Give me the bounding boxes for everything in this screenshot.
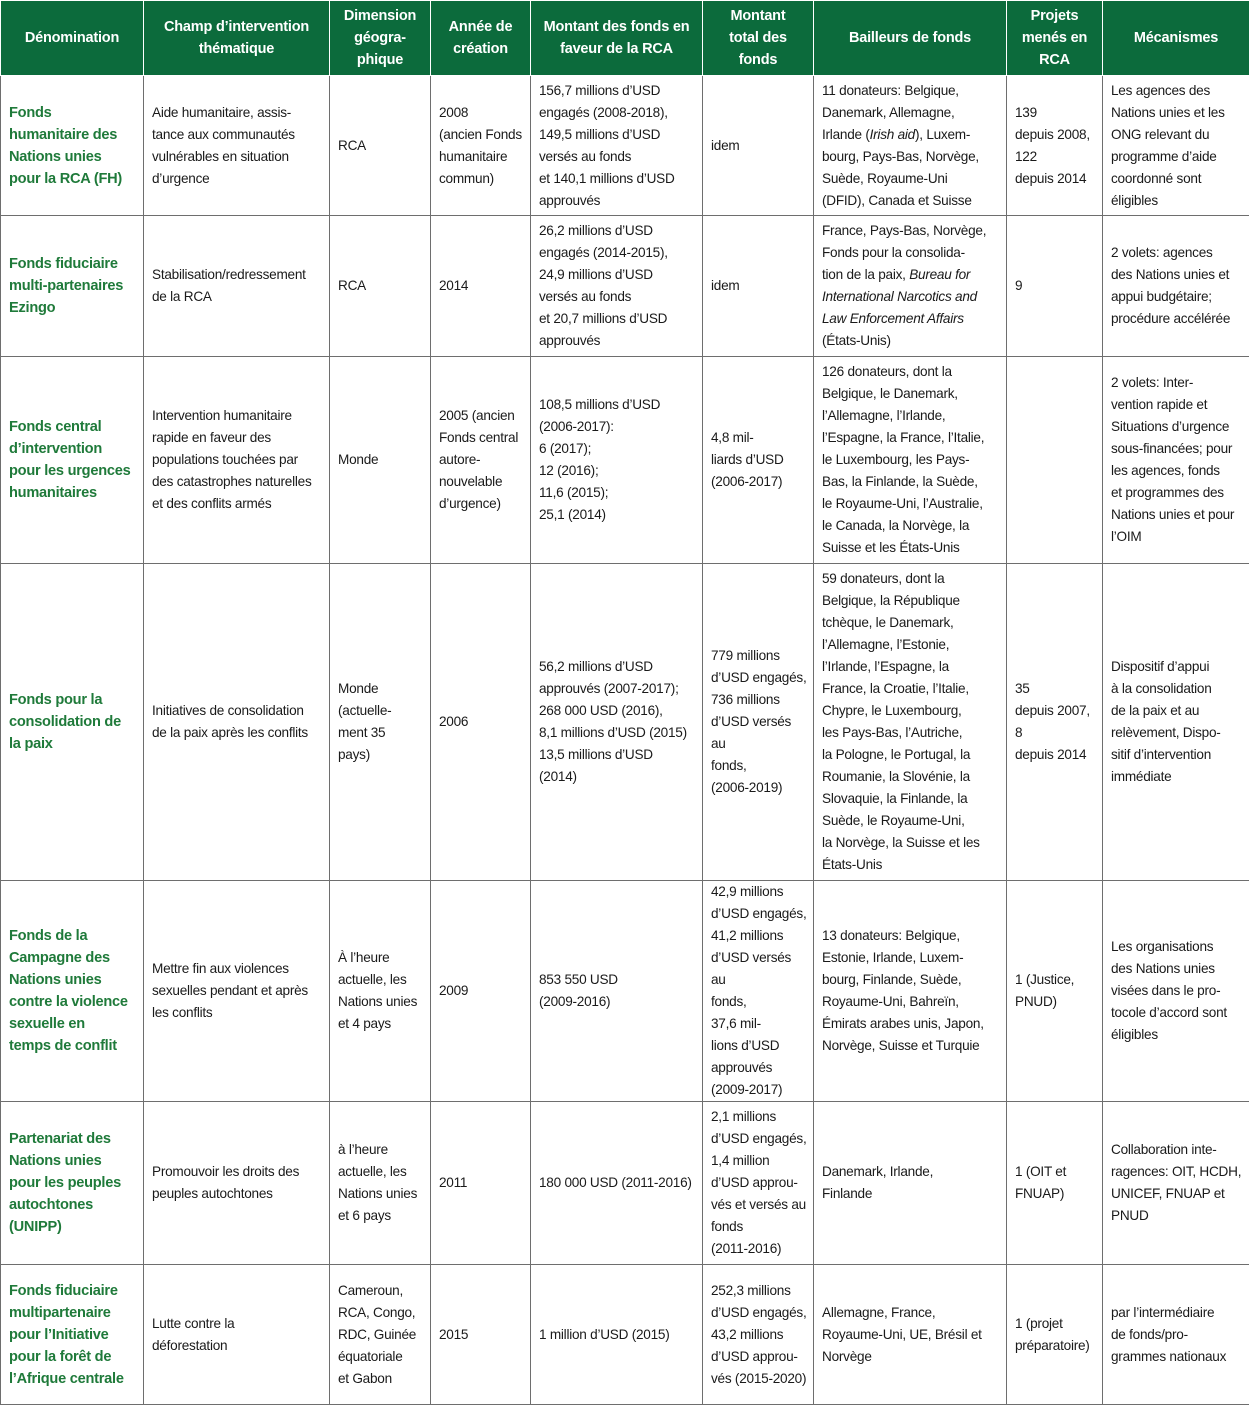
header-annee: Année de création	[431, 1, 531, 76]
cell-champ: Intervention humanitaire rapide en faveur des populations touchées par des catastrophes naturelles et des conflits armés	[144, 357, 330, 564]
table-row	[1, 216, 1249, 357]
table-header-row	[1, 1, 1249, 76]
table-row	[1, 1102, 1249, 1265]
cell-champ: Lutte contre la déforestation	[144, 1265, 330, 1405]
bailleurs-italic-text: Bureau for International Narcotics and Law Enforcement Affairs	[822, 267, 977, 326]
cell-bailleurs	[814, 1265, 1007, 1405]
cell-projets	[1007, 357, 1103, 564]
cell-dimension: À l’heure actuelle, les Nations unies et 4 pays	[330, 881, 431, 1102]
table-row	[1, 1265, 1249, 1405]
cell-dimension: RCA	[330, 76, 431, 216]
cell-denomination: Fonds pour la consolidation de la paix	[1, 564, 144, 881]
cell-projets: 1 (projet préparatoire)	[1007, 1265, 1103, 1405]
cell-annee: 2008 (ancien Fonds humanitaire commun)	[431, 76, 531, 216]
bailleurs-text: Danemark, Irlande, Finlande	[822, 1164, 933, 1201]
cell-projets: 35 depuis 2007, 8 depuis 2014	[1007, 564, 1103, 881]
table-row	[1, 357, 1249, 564]
bailleurs-text: 11 donateurs: Belgique, Danemark, Allemagne, Irlande (	[822, 83, 959, 142]
cell-annee: 2011	[431, 1102, 531, 1265]
cell-montant-total: idem	[703, 76, 814, 216]
bailleurs-rest-text: (États-Unis)	[822, 333, 891, 348]
header-bailleurs: Bailleurs de fonds	[814, 1, 1007, 76]
cell-montant-rca: 26,2 millions d’USD engagés (2014-2015), 24,9 millions d’USD versés au fonds et 20,7 millions d’USD approuvés	[531, 216, 703, 357]
cell-mecanismes: 2 volets: Inter- vention rapide et Situations d’urgence sous-financées; pour les agences, fonds et programmes des Nations unies et pour l’OIM	[1103, 357, 1249, 564]
cell-projets: 9	[1007, 216, 1103, 357]
cell-projets: 139 depuis 2008, 122 depuis 2014	[1007, 76, 1103, 216]
cell-montant-rca: 56,2 millions d’USD approuvés (2007-2017); 268 000 USD (2016), 8,1 millions d’USD (2015) 13,5 millions d’USD (2014)	[531, 564, 703, 881]
cell-champ: Stabilisation/redressement de la RCA	[144, 216, 330, 357]
cell-montant-total: 779 millions d’USD engagés, 736 millions d’USD versés au fonds, (2006-2019)	[703, 564, 814, 881]
cell-dimension: RCA	[330, 216, 431, 357]
cell-champ: Promouvoir les droits des peuples autochtones	[144, 1102, 330, 1265]
cell-annee: 2014	[431, 216, 531, 357]
header-denomination: Dénomination	[1, 1, 144, 76]
bailleurs-rest-text: ), Luxem- bourg, Pays-Bas, Norvège, Suède, Royaume-Uni (DFID), Canada et Suisse	[822, 127, 979, 208]
cell-montant-rca: 180 000 USD (2011-2016)	[531, 1102, 703, 1265]
cell-annee: 2015	[431, 1265, 531, 1405]
header-montant-total: Montant total des fonds	[703, 1, 814, 76]
cell-dimension: à l’heure actuelle, les Nations unies et 6 pays	[330, 1102, 431, 1265]
cell-annee: 2005 (ancien Fonds central autore- nouvelable d’urgence)	[431, 357, 531, 564]
cell-mecanismes: Collaboration inte- ragences: OIT, HCDH, UNICEF, FNUAP et PNUD	[1103, 1102, 1249, 1265]
cell-montant-rca: 156,7 millions d’USD engagés (2008-2018), 149,5 millions d’USD versés au fonds et 140,1 millions d’USD approuvés	[531, 76, 703, 216]
header-mecanismes: Mécanismes	[1103, 1, 1249, 76]
cell-montant-rca: 853 550 USD (2009-2016)	[531, 881, 703, 1102]
cell-bailleurs	[814, 357, 1007, 564]
header-champ: Champ d’intervention thématique	[144, 1, 330, 76]
table-row	[1, 881, 1249, 1102]
header-dimension: Dimension géogra- phique	[330, 1, 431, 76]
cell-mecanismes: par l’intermédiaire de fonds/pro- grammes nationaux	[1103, 1265, 1249, 1405]
cell-mecanismes: Les agences des Nations unies et les ONG relevant du programme d’aide coordonné sont éligibles	[1103, 76, 1249, 216]
cell-dimension: Monde (actuelle- ment 35 pays)	[330, 564, 431, 881]
bailleurs-italic-text: Irish aid	[870, 127, 915, 142]
cell-dimension: Cameroun, RCA, Congo, RDC, Guinée équatoriale et Gabon	[330, 1265, 431, 1405]
cell-montant-total: 2,1 millions d’USD engagés, 1,4 million d’USD approu- vés et versés au fonds (2011-2016)	[703, 1102, 814, 1265]
cell-projets: 1 (OIT et FNUAP)	[1007, 1102, 1103, 1265]
cell-bailleurs	[814, 1102, 1007, 1265]
cell-denomination: Fonds fiduciaire multi-partenaires Ezingo	[1, 216, 144, 357]
cell-bailleurs	[814, 881, 1007, 1102]
bailleurs-text: France, Pays-Bas, Norvège, Fonds pour la consolida- tion de la paix,	[822, 223, 986, 282]
cell-denomination: Fonds central d’intervention pour les urgences humanitaires	[1, 357, 144, 564]
cell-dimension: Monde	[330, 357, 431, 564]
cell-denomination: Fonds fiduciaire multipartenaire pour l’Initiative pour la forêt de l’Afrique centrale	[1, 1265, 144, 1405]
bailleurs-text: Allemagne, France, Royaume-Uni, UE, Brésil et Norvège	[822, 1305, 982, 1364]
cell-montant-rca: 1 million d’USD (2015)	[531, 1265, 703, 1405]
cell-denomination: Partenariat des Nations unies pour les peuples autochtones (UNIPP)	[1, 1102, 144, 1265]
cell-bailleurs	[814, 216, 1007, 357]
cell-mecanismes: Les organisations des Nations unies visées dans le pro- tocole d’accord sont éligibles	[1103, 881, 1249, 1102]
cell-denomination: Fonds humanitaire des Nations unies pour la RCA (FH)	[1, 76, 144, 216]
cell-bailleurs	[814, 564, 1007, 881]
cell-projets: 1 (Justice, PNUD)	[1007, 881, 1103, 1102]
bailleurs-text: 126 donateurs, dont la Belgique, le Danemark, l’Allemagne, l’Irlande, l’Espagne, la France, l’Italie, le Luxembourg, les Pays- Bas, la Finlande, la Suède, le Royaume-Uni, l’Australie, le Canada, la Norvège, la Suisse et les États-Unis	[822, 364, 984, 555]
table-row	[1, 564, 1249, 881]
table-row	[1, 76, 1249, 216]
cell-montant-total: 252,3 millions d’USD engagés, 43,2 millions d’USD approu- vés (2015-2020)	[703, 1265, 814, 1405]
cell-montant-total: 42,9 millions d’USD engagés, 41,2 millions d’USD versés au fonds, 37,6 mil- lions d’USD approuvés (2009-2017)	[703, 881, 814, 1102]
cell-montant-total: idem	[703, 216, 814, 357]
cell-montant-total: 4,8 mil- liards d’USD (2006-2017)	[703, 357, 814, 564]
cell-mecanismes: 2 volets: agences des Nations unies et appui budgétaire; procédure accélérée	[1103, 216, 1249, 357]
cell-bailleurs	[814, 76, 1007, 216]
cell-mecanismes: Dispositif d’appui à la consolidation de la paix et au relèvement, Dispo- sitif d’intervention immédiate	[1103, 564, 1249, 881]
bailleurs-text: 13 donateurs: Belgique, Estonie, Irlande, Luxem- bourg, Finlande, Suède, Royaume-Uni, Bahreïn, Émirats arabes unis, Japon, Norvège, Suisse et Turquie	[822, 928, 984, 1053]
header-projets: Projets menés en RCA	[1007, 1, 1103, 76]
cell-montant-rca: 108,5 millions d’USD (2006-2017): 6 (2017); 12 (2016); 11,6 (2015); 25,1 (2014)	[531, 357, 703, 564]
cell-champ: Aide humanitaire, assis- tance aux communautés vulnérables en situation d’urgence	[144, 76, 330, 216]
bailleurs-text: 59 donateurs, dont la Belgique, la République tchèque, le Danemark, l’Allemagne, l’Estonie, l’Irlande, l’Espagne, la France, la Croatie, l’Italie, Chypre, le Luxembourg, les Pays-Bas, l’Autriche, la Pologne, le Portugal, la Roumanie, la Slovénie, la Slovaquie, la Finlande, la Suède, le Royaume-Uni, la Norvège, la Suisse et les États-Unis	[822, 571, 980, 872]
cell-champ: Initiatives de consolidation de la paix après les conflits	[144, 564, 330, 881]
cell-annee: 2009	[431, 881, 531, 1102]
cell-denomination: Fonds de la Campagne des Nations unies contre la violence sexuelle en temps de conflit	[1, 881, 144, 1102]
cell-champ: Mettre fin aux violences sexuelles pendant et après les conflits	[144, 881, 330, 1102]
header-montant-rca: Montant des fonds en faveur de la RCA	[531, 1, 703, 76]
cell-annee: 2006	[431, 564, 531, 881]
table-body	[1, 76, 1249, 1405]
